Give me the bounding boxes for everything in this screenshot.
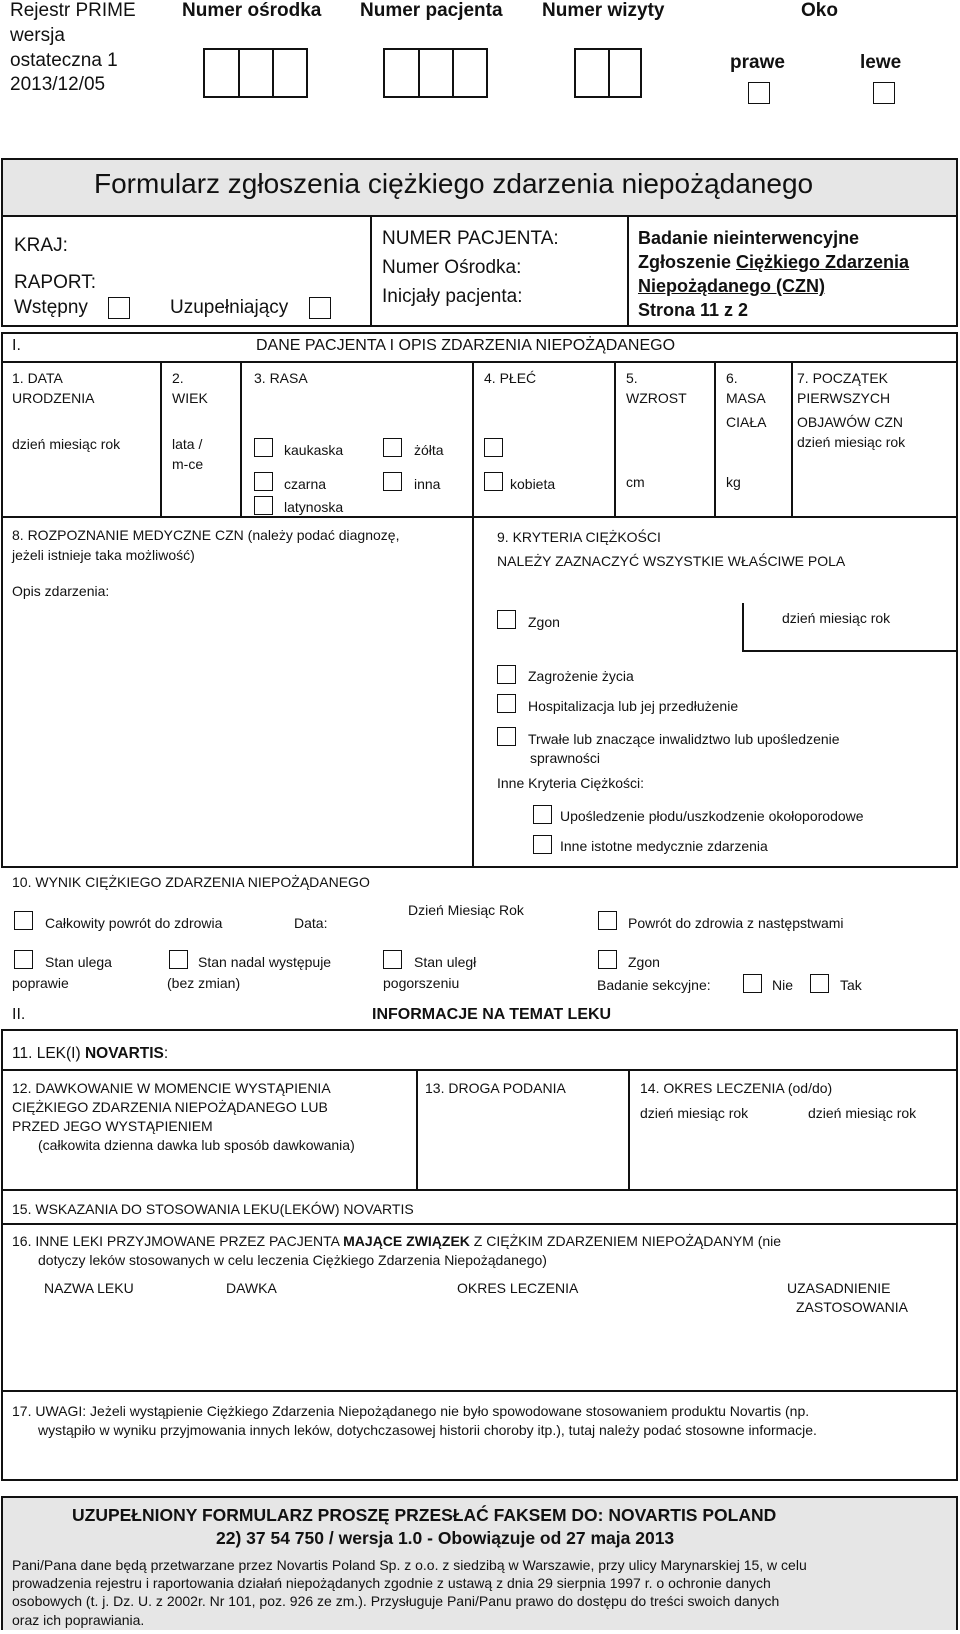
outcome-death-checkbox[interactable]: [598, 950, 617, 969]
drug-line: [1, 1069, 958, 1071]
autopsy-no-label: Nie: [772, 977, 794, 993]
visit-number-header: Numer wizyty: [542, 0, 665, 21]
outcome-improving-label-1: Stan ulega: [45, 954, 112, 970]
onset-dmy: dzień miesiąc rok: [797, 434, 906, 450]
center-number-label: Numer Ośrodka:: [382, 257, 522, 278]
report-type-line-1: [638, 252, 909, 273]
criteria-death-label: Zgon: [528, 614, 560, 630]
version-line-1: wersja: [10, 25, 65, 46]
diagnosis-label-1: 8. ROZPOZNANIE MEDYCZNE CZN (należy podać diagnozę,: [12, 527, 400, 543]
visit-number-boxes[interactable]: [574, 48, 642, 98]
page-number: Strona 11 z 2: [638, 300, 749, 320]
race-black-checkbox[interactable]: [254, 472, 273, 491]
mass-unit: kg: [726, 474, 741, 490]
race-caucasian-label: kaukaska: [284, 442, 344, 458]
section-1-diag-line-left: [1, 516, 472, 518]
criteria-life-threat-checkbox[interactable]: [497, 665, 516, 684]
eye-right-checkbox[interactable]: [748, 82, 770, 104]
criteria-life-threat-label: Zagrożenie życia: [528, 668, 634, 684]
treatment-period-to-dmy: dzień miesiąc rok: [808, 1105, 917, 1121]
other-drugs-label-2: dotyczy leków stosowanych w celu leczenia Ciężkiego Zdarzenia Niepożądanego): [38, 1252, 547, 1268]
outcome-death-label: Zgon: [628, 954, 660, 970]
autopsy-no-checkbox[interactable]: [743, 974, 762, 993]
outcome-ongoing-checkbox[interactable]: [169, 950, 188, 969]
criteria-hospitalization-checkbox[interactable]: [497, 694, 516, 713]
info-divider-1: [370, 215, 372, 327]
eye-left-label: lewe: [860, 52, 902, 73]
outcome-ongoing-label-1: Stan nadal występuje: [198, 954, 332, 970]
dose-label-3: PRZED JEGO WYSTĄPIENIEM: [12, 1118, 213, 1134]
other-drugs-label-1: [12, 1233, 781, 1249]
mass-label-3: CIAŁA: [726, 414, 767, 430]
col-divider-sex: [614, 361, 616, 516]
criteria-hospitalization-label: Hospitalizacja lub jej przedłużenie: [528, 698, 739, 714]
dob-label-2: URODZENIA: [12, 390, 95, 406]
section-2-title: INFORMACJE NA TEMAT LEKU: [372, 1006, 612, 1023]
dose-label-1: 12. DAWKOWANIE W MOMENCIE WYSTĄPIENIA: [12, 1080, 331, 1096]
criteria-other-medical-checkbox[interactable]: [533, 835, 552, 854]
autopsy-yes-checkbox[interactable]: [810, 974, 829, 993]
outcome-recovery-sequelae-label: Powrót do zdrowia z następstwami: [628, 915, 844, 931]
section-1: [1, 332, 958, 868]
dose-label-4: (całkowita dzienna dawka lub sposób dawkowania): [38, 1137, 355, 1153]
criteria-death-checkbox[interactable]: [497, 610, 516, 629]
criteria-disability-label-1: Trwałe lub znaczące inwalidztwo lub upośledzenie: [528, 731, 840, 747]
report-type-prefix: Zgłoszenie: [638, 252, 737, 272]
event-description-label: Opis zdarzenia:: [12, 583, 110, 599]
race-latino-checkbox[interactable]: [254, 496, 273, 515]
criteria-fetal-label: Upośledzenie płodu/uszkodzenie okołoporodowe: [560, 808, 864, 824]
version-line-3: 2013/12/05: [10, 74, 106, 95]
eye-header: Oko: [801, 0, 838, 21]
age-unit-2: m-ce: [172, 456, 204, 472]
initial-report-label: Wstępny: [14, 297, 88, 318]
race-yellow-label: żółta: [414, 442, 444, 458]
other-drugs-suffix: Z CIĘŻKIM ZDARZENIEM NIEPOŻĄDANYM (nie: [469, 1233, 782, 1249]
death-date-line: [742, 650, 958, 652]
outcome-worsened-label-1: Stan uległ: [414, 954, 477, 970]
criteria-fetal-checkbox[interactable]: [533, 805, 552, 824]
novartis-drug-colon: :: [163, 1045, 169, 1062]
section-1-title: DANE PACJENTA I OPIS ZDARZENIA NIEPOŻĄDANEGO: [256, 337, 676, 354]
patient-initials-label: Inicjały pacjenta:: [382, 286, 523, 307]
col-divider-dob: [160, 361, 162, 516]
info-divider-2: [627, 215, 629, 327]
treatment-period-label: 14. OKRES LECZENIA (od/do): [640, 1080, 833, 1096]
outcome-worsened-label-2: pogorszeniu: [383, 975, 460, 991]
dob-dmy: dzień miesiąc rok: [12, 436, 121, 452]
death-date-divider: [742, 603, 744, 651]
report-type-underlined-1: Ciężkiego Zdarzenia: [736, 252, 910, 272]
outcome-worsened-checkbox[interactable]: [383, 950, 402, 969]
sex-male-checkbox[interactable]: [484, 438, 503, 457]
sex-female-checkbox[interactable]: [484, 472, 503, 491]
novartis-drug-bold: NOVARTIS: [84, 1045, 164, 1062]
center-number-boxes[interactable]: [203, 48, 308, 98]
indications-label: 15. WSKAZANIA DO STOSOWANIA LEKU(LEKÓW) NOVARTIS: [12, 1201, 414, 1217]
severity-criteria-title: 9. KRYTERIA CIĘŻKOŚCI: [497, 529, 661, 545]
col-reason-2: ZASTOSOWANIA: [796, 1299, 909, 1315]
dob-label-1: 1. DATA: [12, 370, 63, 386]
race-caucasian-checkbox[interactable]: [254, 438, 273, 457]
other-drugs-bold: MAJĄCE ZWIĄZEK: [343, 1233, 470, 1249]
height-label-2: WZROST: [626, 390, 687, 406]
privacy-line-1: Pani/Pana dane będą przetwarzane przez Novartis Poland Sp. z o.o. z siedzibą w Warszawie, przy ulicy Marynarskiej 15, w celu: [12, 1557, 807, 1573]
fax-instruction-1: UZUPEŁNIONY FORMULARZ PROSZĘ PRZESŁAĆ FAKSEM DO: NOVARTIS POLAND: [72, 1505, 777, 1525]
registry-label: Rejestr PRIME: [10, 0, 136, 21]
privacy-line-2: prowadzenia rejestru i raportowania działań niepożądanych zgodnie z ustawą z dnia 29 sierpnia 1997 r. o ochronie danych: [12, 1575, 771, 1591]
outcome-date-dmy: Dzień Miesiąc Rok: [408, 902, 524, 918]
novartis-drug-prefix: 11. LEK(I): [12, 1045, 85, 1062]
race-other-label: inna: [414, 476, 441, 492]
onset-label-3: OBJAWÓW CZN: [797, 414, 904, 430]
eye-right-label: prawe: [730, 52, 785, 73]
eye-left-checkbox[interactable]: [873, 82, 895, 104]
age-label-1: 2.: [172, 370, 184, 386]
col-divider-age: [240, 361, 242, 516]
autopsy-yes-label: Tak: [840, 977, 862, 993]
outcome-full-recovery-label: Całkowity powrót do zdrowia: [45, 915, 223, 931]
followup-report-label: Uzupełniający: [170, 297, 289, 318]
mass-label-2: MASA: [726, 390, 766, 406]
dose-divider: [416, 1069, 418, 1189]
section-2-number: II.: [12, 1006, 26, 1023]
criteria-disability-checkbox[interactable]: [497, 727, 516, 746]
outcome-ongoing-label-2: (bez zmian): [167, 975, 241, 991]
other-criteria-label: Inne Kryteria Ciężkości:: [497, 775, 645, 791]
study-type: Badanie nieinterwencyjne: [638, 228, 860, 248]
other-drugs-prefix: 16. INNE LEKI PRZYJMOWANE PRZEZ PACJENTA: [12, 1233, 344, 1249]
report-label: RAPORT:: [14, 272, 97, 293]
country-label: KRAJ:: [14, 235, 68, 256]
severity-criteria-instruction: NALEŻY ZAZNACZYĆ WSZYSTKIE WŁAŚCIWE POLA: [497, 553, 846, 569]
sex-female-label: kobieta: [510, 476, 556, 492]
indications-line: [1, 1189, 958, 1191]
fax-instruction-2: 22) 37 54 750 / wersja 1.0 - Obowiązuje od 27 maja 2013: [216, 1528, 675, 1548]
autopsy-label: Badanie sekcyjne:: [597, 977, 711, 993]
outcome-improving-label-2: poprawie: [12, 975, 69, 991]
remarks-line: [1, 1390, 958, 1392]
age-label-2: WIEK: [172, 390, 208, 406]
form-title: Formularz zgłoszenia ciężkiego zdarzenia niepożądanego: [94, 168, 814, 199]
remarks-label-2: wystąpiło w wyniku przyjmowania innych leków, dotychczasowej historii choroby itp.), tutaj należy podać stosowne informacje.: [38, 1422, 817, 1438]
report-type-line-2: Niepożądanego (CZN): [638, 276, 825, 296]
outcome-improving-checkbox[interactable]: [14, 950, 33, 969]
onset-label-2: PIERWSZYCH: [797, 390, 891, 406]
col-dose: DAWKA: [226, 1280, 277, 1296]
race-label: 3. RASA: [254, 370, 308, 386]
dose-label-2: CIĘŻKIEGO ZDARZENIA NIEPOŻĄDANEGO LUB: [12, 1099, 328, 1115]
col-reason-1: UZASADNIENIE: [787, 1280, 891, 1296]
age-unit-1: lata /: [172, 436, 203, 452]
race-other-checkbox[interactable]: [383, 472, 402, 491]
route-label: 13. DROGA PODANIA: [425, 1080, 566, 1096]
treatment-period-from-dmy: dzień miesiąc rok: [640, 1105, 749, 1121]
race-latino-label: latynoska: [284, 499, 344, 515]
outcome-recovery-sequelae-checkbox[interactable]: [598, 911, 617, 930]
onset-label-1: 7. POCZĄTEK: [797, 370, 889, 386]
race-black-label: czarna: [284, 476, 327, 492]
sex-label: 4. PŁEĆ: [484, 370, 537, 386]
novartis-drug-label: [12, 1045, 168, 1063]
route-divider: [628, 1069, 630, 1189]
outcome-title: 10. WYNIK CIĘŻKIEGO ZDARZENIA NIEPOŻĄDANEGO: [12, 874, 370, 890]
patient-number-label: NUMER PACJENTA:: [382, 228, 559, 249]
height-label-1: 5.: [626, 370, 638, 386]
initial-report-checkbox[interactable]: [108, 297, 130, 319]
remarks-label-1: 17. UWAGI: Jeżeli wystąpienie Ciężkiego Zdarzenia Niepożądanego nie było spowodowane stosowaniem produktu Novartis (np.: [12, 1403, 810, 1419]
version-line-2: ostateczna 1: [10, 50, 118, 71]
outcome-full-recovery-checkbox[interactable]: [14, 911, 33, 930]
col-divider-height: [714, 361, 716, 516]
mass-label-1: 6.: [726, 370, 738, 386]
race-yellow-checkbox[interactable]: [383, 438, 402, 457]
col-divider-mass: [791, 361, 793, 516]
section-1-diag-line-right: [472, 516, 958, 518]
privacy-line-3: osobowych (t. j. Dz. U. z 2002r. Nr 101, poz. 926 ze zm.). Przysługuje Pani/Panu prawo do dostępu do treści swoich danych: [12, 1593, 780, 1609]
patient-number-header: Numer pacjenta: [360, 0, 503, 21]
col-drug-name: NAZWA LEKU: [44, 1280, 134, 1296]
height-unit: cm: [626, 474, 645, 490]
criteria-other-medical-label: Inne istotne medycznie zdarzenia: [560, 838, 768, 854]
outcome-date-label: Data:: [294, 915, 328, 931]
death-date-dmy: dzień miesiąc rok: [782, 610, 891, 626]
col-treatment-period: OKRES LECZENIA: [457, 1280, 579, 1296]
followup-report-checkbox[interactable]: [309, 297, 331, 319]
privacy-line-4: oraz ich poprawiania.: [12, 1612, 145, 1628]
section-1-header-line: [1, 361, 958, 363]
diagnosis-label-2: jeżeli istnieje taka możliwość): [12, 547, 195, 563]
other-drugs-line: [1, 1223, 958, 1225]
col-divider-race: [472, 361, 474, 868]
section-1-number: I.: [12, 337, 21, 354]
center-number-header: Numer ośrodka: [182, 0, 322, 21]
patient-number-boxes[interactable]: [383, 48, 488, 98]
criteria-disability-label-2: sprawności: [530, 750, 601, 766]
